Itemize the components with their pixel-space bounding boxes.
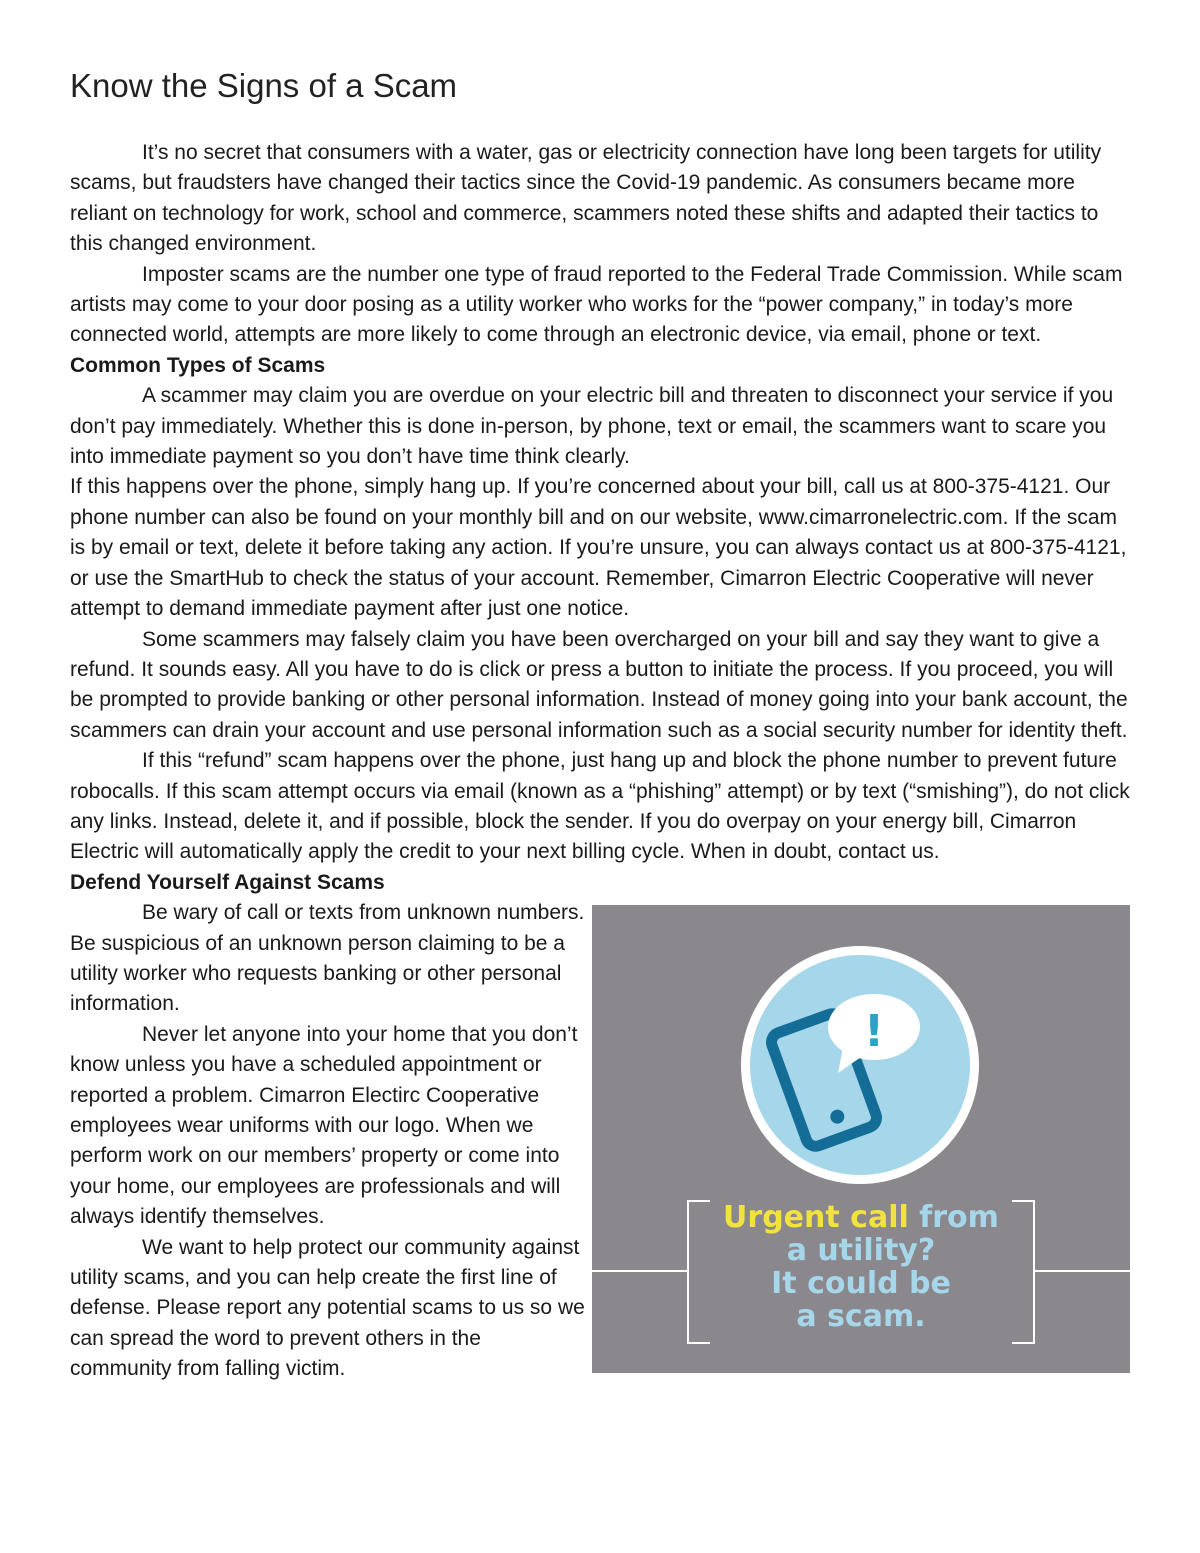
- defend-section: [70, 898, 1130, 1385]
- intro-paragraph-2: Imposter scams are the number one type of fraud reported to the Federal Trade Commission. While scam artists may come to your door posing as a utility worker who works for the “power company,” in today’s more connected world, attempts are more likely to come through an electronic device, via email, phone or text.: [70, 262, 1123, 347]
- urgent-line-2: a utility?: [786, 1233, 936, 1269]
- defend-paragraph-3: We want to help protect our community against utility scams, and you can help create the first line of defense. Please report any potential scams to us so we can spread the word to prevent others in the community from falling victim.: [70, 1235, 585, 1381]
- common-scams-heading: Common Types of Scams: [70, 353, 326, 377]
- urgent-call-highlight: Urgent call: [723, 1200, 909, 1236]
- common-paragraph-2: If this happens over the phone, simply hang up. If you’re concerned about your bill, call us at 800-375-4121. Our phone number can also be found on your monthly bill and on our website, www.cimarronelectric.com. If the scam is by email or text, delete it before taking any action. If you’re unsure, you can always contact us at 800-375-4121, or use the SmartHub to check the status of your account. Remember, Cimarron Electric Cooperative will never attempt to demand immediate payment after just one notice.: [70, 475, 1127, 621]
- intro-paragraph-1: It’s no secret that consumers with a water, gas or electricity connection have long been targets for utility scams, but fraudsters have changed their tactics since the Covid-19 pandemic. As consumers became more reliant on technology for work, school and commerce, scammers noted these shifts and adapted their tactics to this changed environment.: [70, 141, 1102, 256]
- page-title: Know the Signs of a Scam: [70, 67, 458, 104]
- defend-text-column: [70, 898, 588, 1385]
- urgent-call-message: [592, 1201, 1130, 1333]
- common-paragraph-3: Some scammers may falsely claim you have been overcharged on your bill and say they want to give a refund. It sounds easy. All you have to do is click or press a button to initiate the process. If you proceed, you will be prompted to provide banking or other personal information. Instead of money going into your bank account, the scammers can drain your account and use personal information such as a social security number for identity theft.: [70, 627, 1128, 742]
- defend-paragraph-1: Be wary of call or texts from unknown numbers. Be suspicious of an unknown person claiming to be a utility worker who requests banking or other personal information.: [70, 901, 585, 1016]
- article: [70, 62, 1130, 1385]
- common-paragraph-1: A scammer may claim you are overdue on your electric bill and threaten to disconnect your service if you don’t pay immediately. Whether this is done in-person, by phone, text or email, the scammers want to scare you into immediate payment so you don’t have time think clearly.: [70, 384, 1114, 469]
- defend-paragraph-2: Never let anyone into your home that you don’t know unless you have a scheduled appointment or reported a problem. Cimarron Electirc Cooperative employees wear uniforms with our logo. When we perform work on our members’ property or come into your home, our employees are professionals and will always identify themselves.: [70, 1022, 578, 1229]
- urgent-line-3: It could be: [771, 1266, 951, 1302]
- urgent-line-1-rest: from: [908, 1200, 999, 1236]
- urgent-line-4: a scam.: [796, 1299, 926, 1335]
- defend-heading: Defend Yourself Against Scams: [70, 870, 385, 894]
- scam-alert-graphic: [592, 905, 1130, 1373]
- alert-exclamation-icon: !: [863, 1006, 885, 1058]
- common-paragraph-4: If this “refund” scam happens over the phone, just hang up and block the phone number to prevent future robocalls. If this scam attempt occurs via email (known as a “phishing” attempt) or by text (“smishing”), do not click any links. Instead, delete it, and if possible, block the sender. If you do overpay on your energy bill, Cimarron Electric will automatically apply the credit to your next billing cycle. When in doubt, contact us.: [70, 749, 1130, 864]
